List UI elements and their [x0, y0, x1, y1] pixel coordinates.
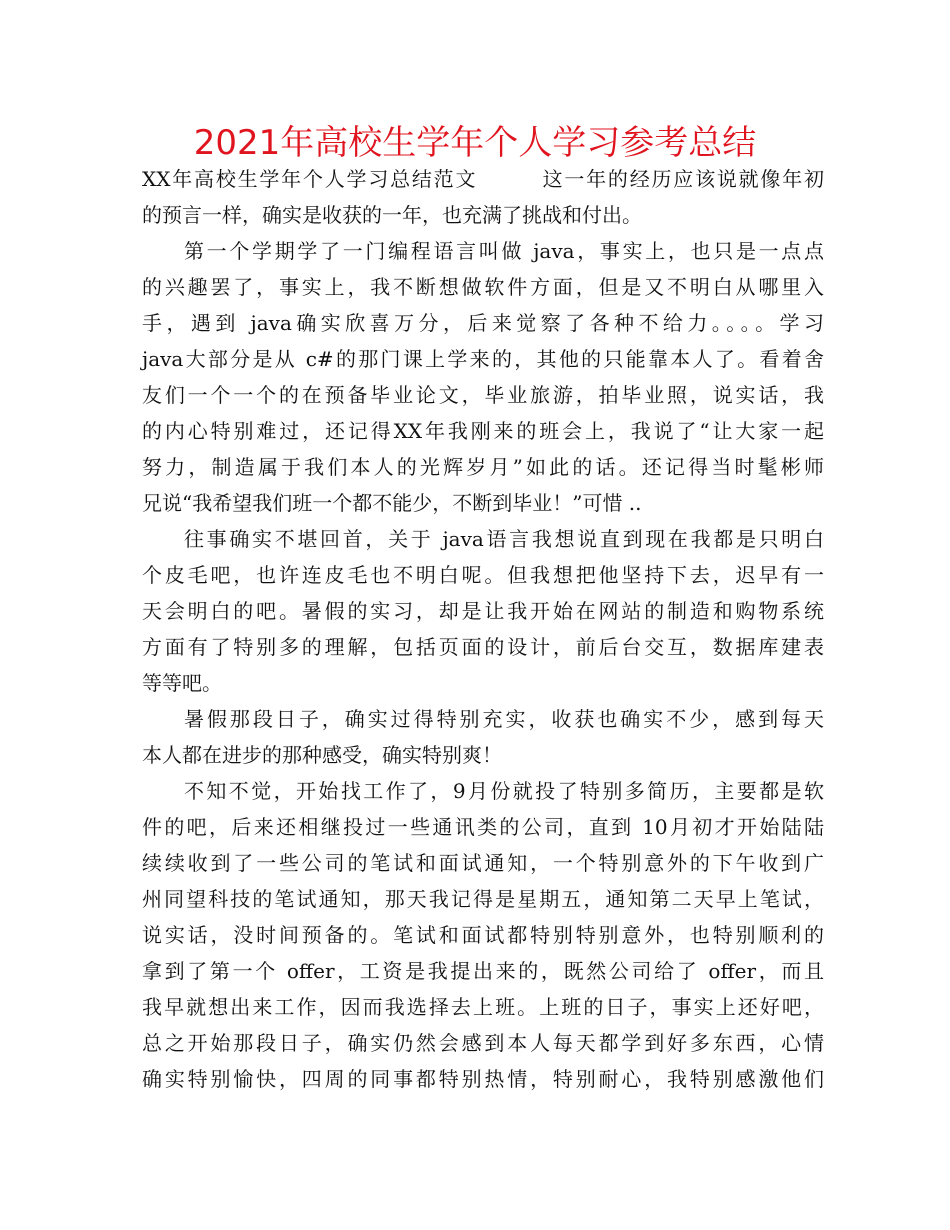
text-line: 件的吧，后来还相继投过一些通讯类的公司，直到 10月初才开始陆陆 [142, 815, 824, 839]
text-line: java大部分是从 c#的那门课上学来的，其他的只能靠本人了。看着舍 [142, 347, 824, 371]
document-body [142, 161, 824, 1097]
document-title: 2021年高校生学年个人学习参考总结 [193, 123, 757, 163]
text-line: 我早就想出来工作，因而我选择去上班。上班的日子，事实上还好吧， [142, 995, 824, 1019]
text-line: 等等吧。 [142, 671, 222, 695]
text-line: 不知不觉，开始找工作了，9月份就投了特别多简历，主要都是软 [184, 779, 824, 803]
text-line: 暑假那段日子，确实过得特别充实，收获也确实不少，感到每天 [184, 707, 824, 731]
text-line: 拿到了第一个 offer，工资是我提出来的，既然公司给了 offer，而且 [142, 959, 824, 983]
text-line: 的兴趣罢了，事实上，我不断想做软件方面，但是又不明白从哪里入 [142, 275, 824, 299]
text-line: 天会明白的吧。暑假的实习，却是让我开始在网站的制造和购物系统 [142, 599, 824, 623]
text-line: 续续收到了一些公司的笔试和面试通知，一个特别意外的下午收到广 [142, 851, 824, 875]
text-line: 手，遇到 java确实欣喜万分，后来觉察了各种不给力。。。。学习 [142, 311, 824, 335]
text-line: 个皮毛吧，也许连皮毛也不明白呢。但我想把他坚持下去，迟早有一 [142, 563, 824, 587]
text-line: 说实话，没时间预备的。笔试和面试都特别特别意外，也特别顺利的 [142, 923, 824, 947]
text-line: 州同望科技的笔试通知，那天我记得是星期五，通知第二天早上笔试， [142, 887, 824, 911]
text-line: 往事确实不堪回首，关于 java语言我想说直到现在我都是只明白 [184, 527, 824, 551]
text-line: 的内心特别难过，还记得XX年我刚来的班会上，我说了“让大家一起 [142, 419, 824, 443]
text-line: 努力，制造属于我们本人的光辉岁月”如此的话。还记得当时髦彬师 [142, 455, 824, 479]
text-line: 本人都在进步的那种感受，确实特别爽！ [142, 743, 502, 767]
text-line: 的预言一样，确实是收获的一年，也充满了挑战和付出。 [142, 203, 642, 227]
text-line: 兄说“我希望我们班一个都不能少，不断到毕业！”可惜 .. [142, 491, 642, 515]
text-line: 总之开始那段日子，确实仍然会感到本人每天都学到好多东西，心情 [142, 1031, 824, 1055]
text-line: 第一个学期学了一门编程语言叫做 java，事实上，也只是一点点 [184, 239, 824, 263]
text-line: 确实特别愉快，四周的同事都特别热情，特别耐心，我特别感激他们 [142, 1067, 824, 1091]
text-line: 方面有了特别多的理解，包括页面的设计，前后台交互，数据库建表 [142, 635, 824, 659]
text-line: XX年高校生学年个人学习总结范文 这一年的经历应该说就像年初 [142, 167, 824, 191]
text-line: 友们一个一个的在预备毕业论文，毕业旅游，拍毕业照，说实话，我 [142, 383, 824, 407]
